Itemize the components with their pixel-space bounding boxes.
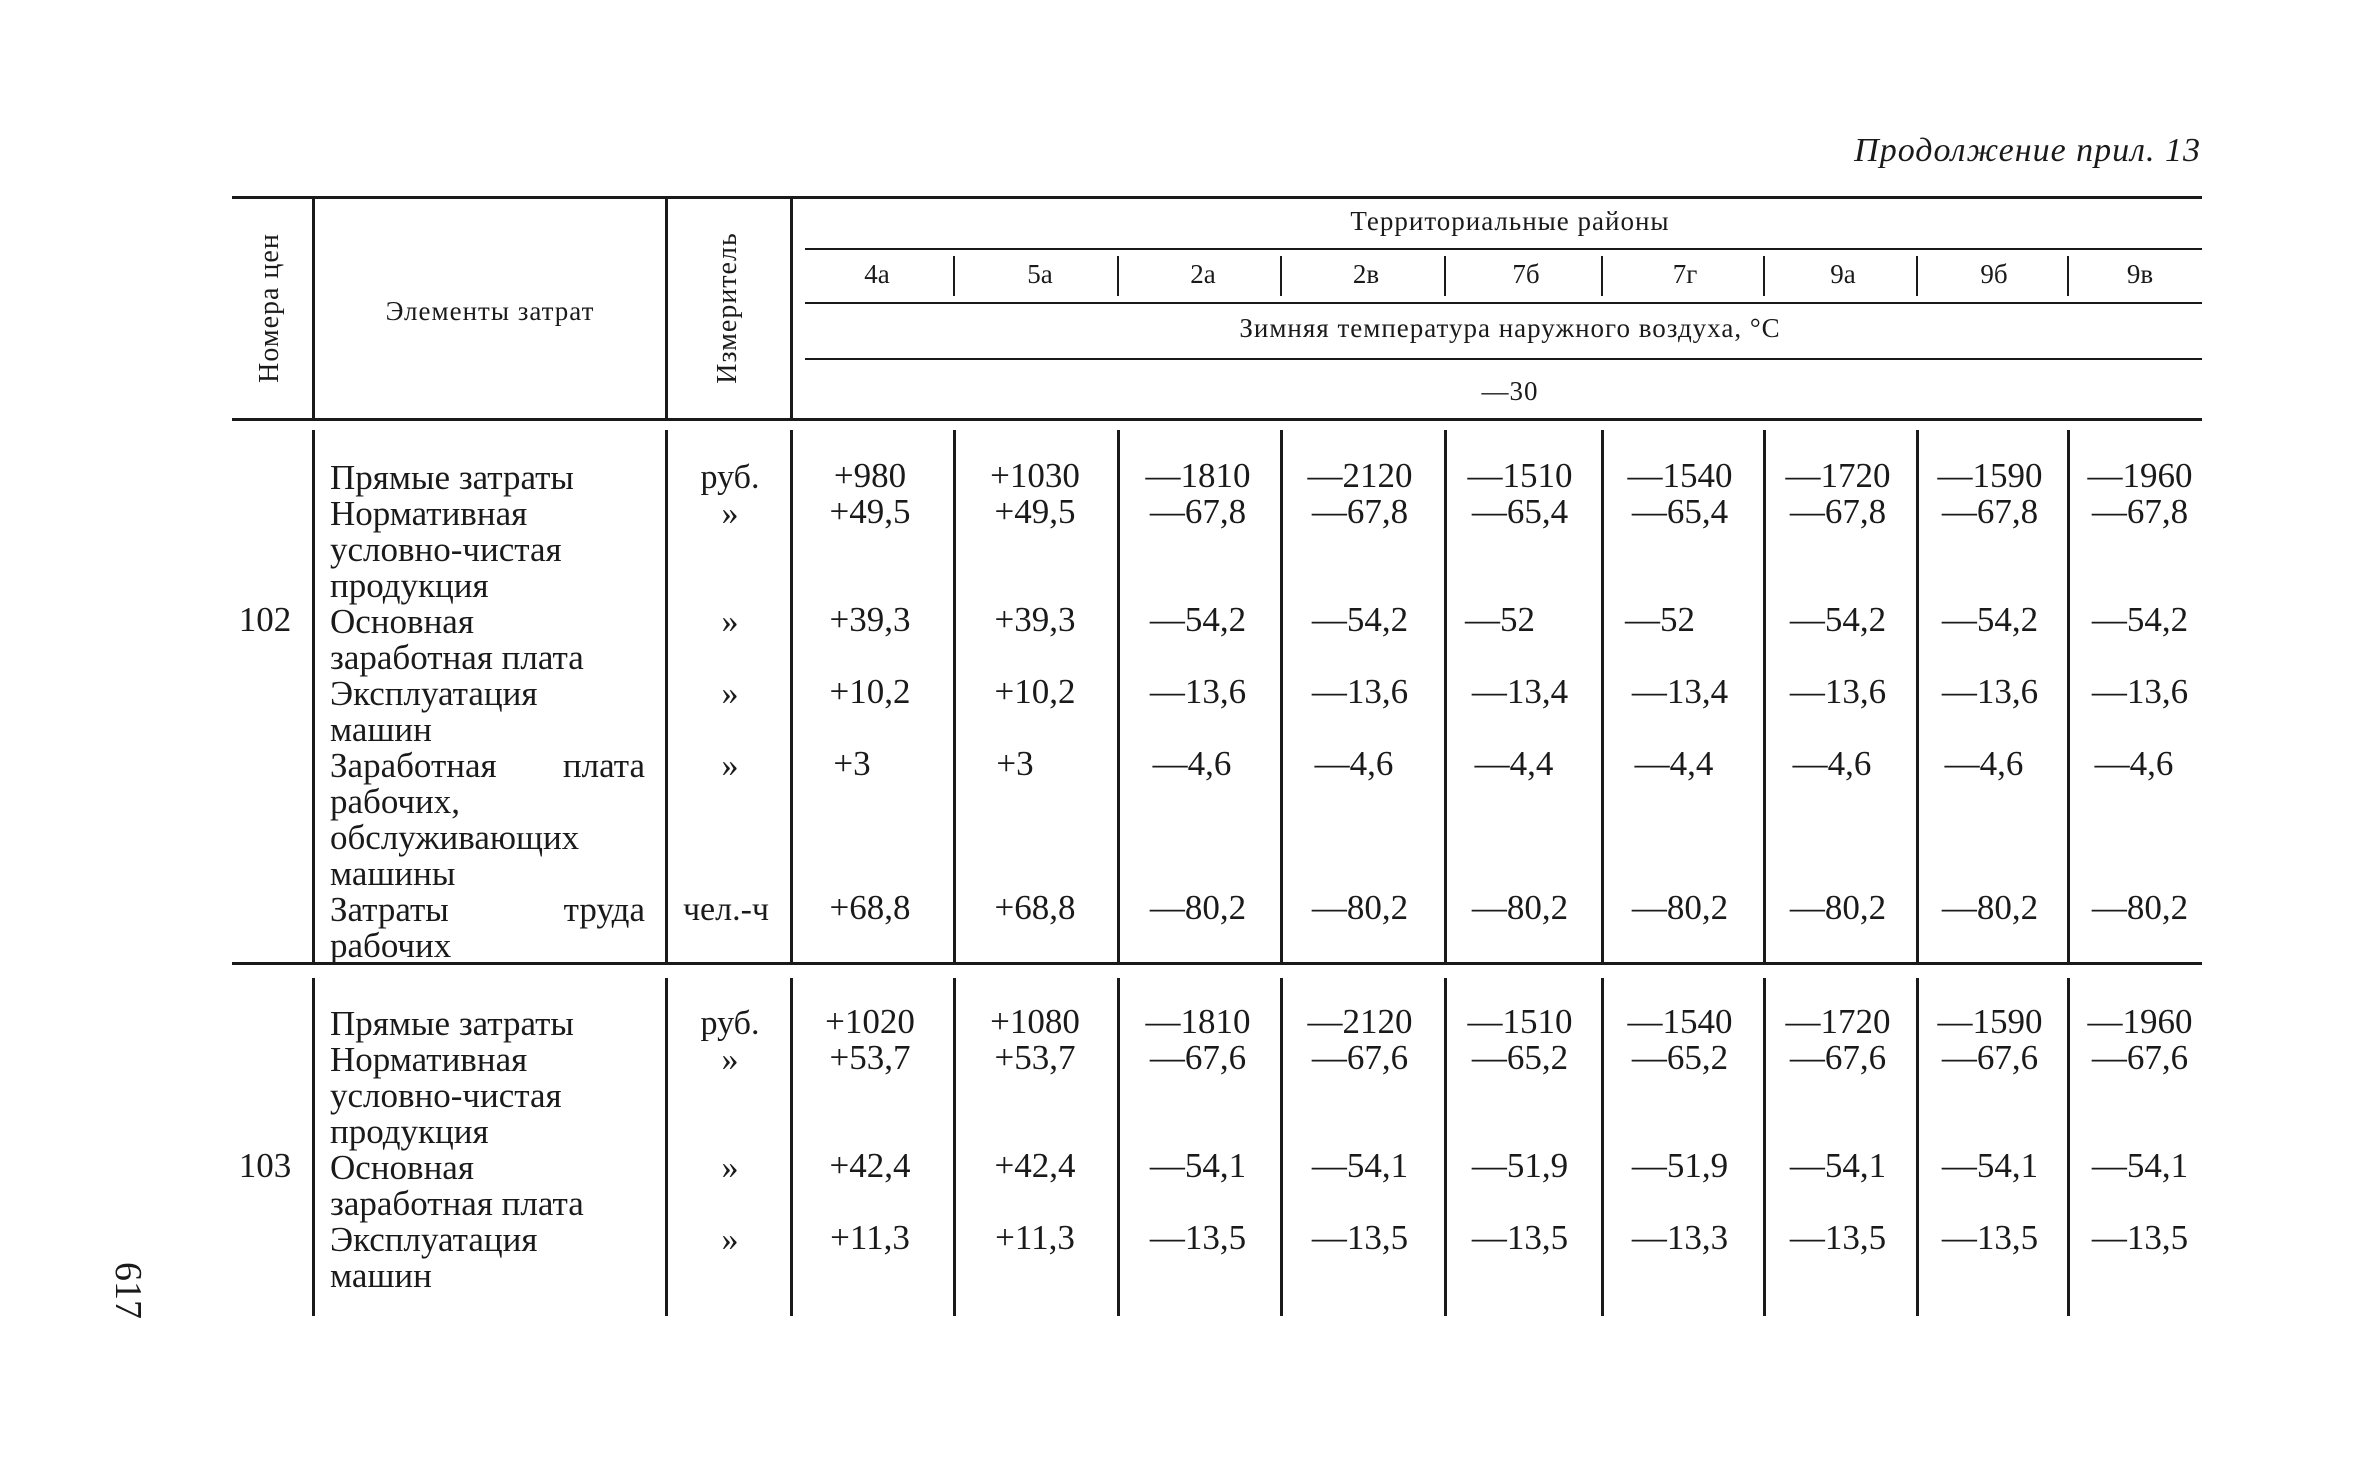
- table-top-rule: [232, 196, 2202, 199]
- value-cell: —65,4: [1631, 492, 1729, 531]
- value-cell: —13,4: [1471, 672, 1569, 711]
- element-label: Заработная плата рабочих, обслуживающих машины: [330, 746, 645, 893]
- district-header: 7б: [1512, 259, 1540, 289]
- measure-cell: руб.: [700, 459, 760, 496]
- body-vline: [1280, 430, 1283, 962]
- element-label: Эксплуатация машин: [330, 674, 538, 749]
- value-cell: —67,8: [1789, 492, 1887, 531]
- value-cell: —67,8: [1149, 492, 1247, 531]
- value-cell: +42,4: [829, 1146, 911, 1185]
- value-cell: —65,2: [1631, 1038, 1729, 1077]
- value-cell: —13,5: [1789, 1218, 1887, 1257]
- district-divider: [1444, 256, 1446, 296]
- value-cell: —4,6: [1152, 744, 1232, 783]
- element-label: Прямые затраты: [330, 1004, 574, 1043]
- value-cell: —1590: [1937, 456, 2043, 495]
- body-vline: [1117, 978, 1120, 1316]
- body-vline: [1444, 978, 1447, 1316]
- value-cell: —52: [1625, 600, 1695, 639]
- body-vline: [312, 978, 315, 1316]
- continuation-label: Продолжение прил. 13: [1854, 132, 2201, 169]
- value-cell: +10,2: [829, 672, 911, 711]
- col-header-numbers: Номера цен: [254, 233, 285, 383]
- value-cell: —13,6: [2091, 672, 2189, 711]
- measure-cell: руб.: [700, 1005, 760, 1042]
- measure-cell: »: [721, 747, 739, 784]
- value-cell: —13,6: [1941, 672, 2039, 711]
- value-cell: —13,5: [1471, 1218, 1569, 1257]
- value-cell: —67,8: [1311, 492, 1409, 531]
- value-cell: —1540: [1627, 456, 1733, 495]
- body-vline: [665, 430, 668, 962]
- body-vline: [1280, 978, 1283, 1316]
- value-cell: —65,2: [1471, 1038, 1569, 1077]
- element-label: Основная заработная плата: [330, 1148, 584, 1223]
- value-cell: —2120: [1307, 1002, 1413, 1041]
- value-cell: —54,1: [2091, 1146, 2189, 1185]
- col-header-elements: Элементы затрат: [385, 296, 595, 326]
- value-cell: +39,3: [829, 600, 911, 639]
- value-cell: +11,3: [830, 1218, 910, 1257]
- value-cell: +68,8: [829, 888, 911, 927]
- price-number: 103: [238, 1146, 292, 1185]
- body-vline: [1916, 978, 1919, 1316]
- value-cell: —4,6: [1944, 744, 2024, 783]
- value-cell: —1540: [1627, 1002, 1733, 1041]
- value-cell: —4,4: [1634, 744, 1714, 783]
- value-cell: —54,1: [1941, 1146, 2039, 1185]
- value-cell: —54,1: [1311, 1146, 1409, 1185]
- body-vline: [790, 978, 793, 1316]
- value-cell: —67,6: [1311, 1038, 1409, 1077]
- district-header: 9а: [1830, 259, 1856, 289]
- value-cell: +3: [996, 744, 1034, 783]
- value-cell: —67,6: [1789, 1038, 1887, 1077]
- header-bottom-rule: [232, 418, 2202, 421]
- body-vline: [1763, 430, 1766, 962]
- territorial-header: Территориальные районы: [1350, 206, 1670, 236]
- value-cell: —54,2: [1941, 600, 2039, 639]
- element-label: Основная заработная плата: [330, 602, 584, 677]
- value-cell: —80,2: [1311, 888, 1409, 927]
- measure-cell: »: [721, 675, 739, 712]
- measure-cell: »: [721, 603, 739, 640]
- value-cell: —80,2: [1631, 888, 1729, 927]
- value-cell: +11,3: [995, 1218, 1075, 1257]
- header-vline-2: [665, 196, 668, 418]
- value-cell: —54,2: [1149, 600, 1247, 639]
- price-number: 102: [238, 600, 292, 639]
- body-vline: [1916, 430, 1919, 962]
- district-header: 9б: [1980, 259, 2008, 289]
- body-vline: [790, 430, 793, 962]
- value-cell: —54,1: [1149, 1146, 1247, 1185]
- value-cell: —54,1: [1789, 1146, 1887, 1185]
- element-label: Эксплуатация машин: [330, 1220, 538, 1295]
- value-cell: —80,2: [1789, 888, 1887, 927]
- body-vline: [2067, 978, 2070, 1316]
- district-divider: [1280, 256, 1282, 296]
- value-cell: —4,4: [1474, 744, 1554, 783]
- value-cell: —54,2: [1789, 600, 1887, 639]
- temp-rule: [805, 358, 2202, 360]
- value-cell: —51,9: [1471, 1146, 1569, 1185]
- value-cell: +49,5: [829, 492, 911, 531]
- district-divider: [953, 256, 955, 296]
- value-cell: —1510: [1467, 1002, 1573, 1041]
- body-vline: [312, 430, 315, 962]
- measure-cell: »: [721, 1041, 739, 1078]
- district-divider: [1763, 256, 1765, 296]
- district-header: 4а: [864, 259, 890, 289]
- value-cell: —13,5: [2091, 1218, 2189, 1257]
- district-header: 9в: [2126, 259, 2154, 289]
- value-cell: +1080: [990, 1002, 1080, 1041]
- value-cell: +1030: [990, 456, 1080, 495]
- value-cell: —4,6: [2094, 744, 2174, 783]
- district-header: 2в: [1352, 259, 1380, 289]
- value-cell: —67,6: [1941, 1038, 2039, 1077]
- value-cell: —13,4: [1631, 672, 1729, 711]
- value-cell: +53,7: [994, 1038, 1076, 1077]
- value-cell: —1590: [1937, 1002, 2043, 1041]
- temp-value: —30: [1481, 376, 1539, 406]
- value-cell: —80,2: [2091, 888, 2189, 927]
- body-vline: [2067, 430, 2070, 962]
- district-divider: [1117, 256, 1119, 296]
- district-header: 2а: [1190, 259, 1216, 289]
- value-cell: —13,6: [1789, 672, 1887, 711]
- body-vline: [1117, 430, 1120, 962]
- value-cell: —67,8: [1941, 492, 2039, 531]
- value-cell: —67,8: [2091, 492, 2189, 531]
- value-cell: +10,2: [994, 672, 1076, 711]
- value-cell: —1960: [2087, 456, 2193, 495]
- value-cell: —1510: [1467, 456, 1573, 495]
- value-cell: —1960: [2087, 1002, 2193, 1041]
- value-cell: —1720: [1785, 1002, 1891, 1041]
- body-vline: [1601, 430, 1604, 962]
- body-vline: [1601, 978, 1604, 1316]
- value-cell: —67,6: [1149, 1038, 1247, 1077]
- value-cell: —51,9: [1631, 1146, 1729, 1185]
- value-cell: —80,2: [1941, 888, 2039, 927]
- header-vline-1: [312, 196, 315, 418]
- winter-temp-header: Зимняя температура наружного воздуха, °С: [1239, 313, 1781, 343]
- value-cell: —65,4: [1471, 492, 1569, 531]
- value-cell: —13,6: [1149, 672, 1247, 711]
- value-cell: —13,5: [1941, 1218, 2039, 1257]
- value-cell: —13,5: [1149, 1218, 1247, 1257]
- value-cell: —54,2: [1311, 600, 1409, 639]
- element-label: Нормативная условно-чистая продукция: [330, 1040, 562, 1151]
- value-cell: —54,2: [2091, 600, 2189, 639]
- value-cell: —80,2: [1471, 888, 1569, 927]
- body-vline: [953, 430, 956, 962]
- body-vline: [1444, 430, 1447, 962]
- page-number: 617: [107, 1262, 149, 1319]
- value-cell: +39,3: [994, 600, 1076, 639]
- value-cell: —1810: [1145, 456, 1251, 495]
- value-cell: —1810: [1145, 1002, 1251, 1041]
- value-cell: —1720: [1785, 456, 1891, 495]
- district-divider: [1916, 256, 1918, 296]
- element-label: Нормативная условно-чистая продукция: [330, 494, 562, 605]
- district-divider: [2067, 256, 2069, 296]
- col-header-measure: Измеритель: [712, 232, 743, 384]
- value-cell: —13,3: [1631, 1218, 1729, 1257]
- element-label: Затраты труда рабочих: [330, 890, 645, 965]
- value-cell: +53,7: [829, 1038, 911, 1077]
- element-label: Прямые затраты: [330, 458, 574, 497]
- value-cell: +42,4: [994, 1146, 1076, 1185]
- value-cell: —4,6: [1314, 744, 1394, 783]
- value-cell: +68,8: [994, 888, 1076, 927]
- district-header: 7г: [1672, 259, 1698, 289]
- header-vline-3: [790, 196, 793, 418]
- value-cell: —13,5: [1311, 1218, 1409, 1257]
- value-cell: +980: [833, 456, 907, 495]
- district-header: 5а: [1027, 259, 1053, 289]
- value-cell: —4,6: [1792, 744, 1872, 783]
- district-rule: [805, 302, 2202, 304]
- value-cell: —52: [1465, 600, 1535, 639]
- measure-cell: »: [721, 495, 739, 532]
- value-cell: —13,6: [1311, 672, 1409, 711]
- measure-cell: »: [721, 1149, 739, 1186]
- measure-cell: »: [721, 1221, 739, 1258]
- measure-cell: чел.-ч: [682, 891, 770, 928]
- district-divider: [1601, 256, 1603, 296]
- value-cell: —80,2: [1149, 888, 1247, 927]
- value-cell: +1020: [825, 1002, 915, 1041]
- body-vline: [1763, 978, 1766, 1316]
- body-vline: [953, 978, 956, 1316]
- territorial-rule: [805, 248, 2202, 250]
- value-cell: —67,6: [2091, 1038, 2189, 1077]
- value-cell: +3: [833, 744, 871, 783]
- value-cell: +49,5: [994, 492, 1076, 531]
- body-vline: [665, 978, 668, 1316]
- value-cell: —2120: [1307, 456, 1413, 495]
